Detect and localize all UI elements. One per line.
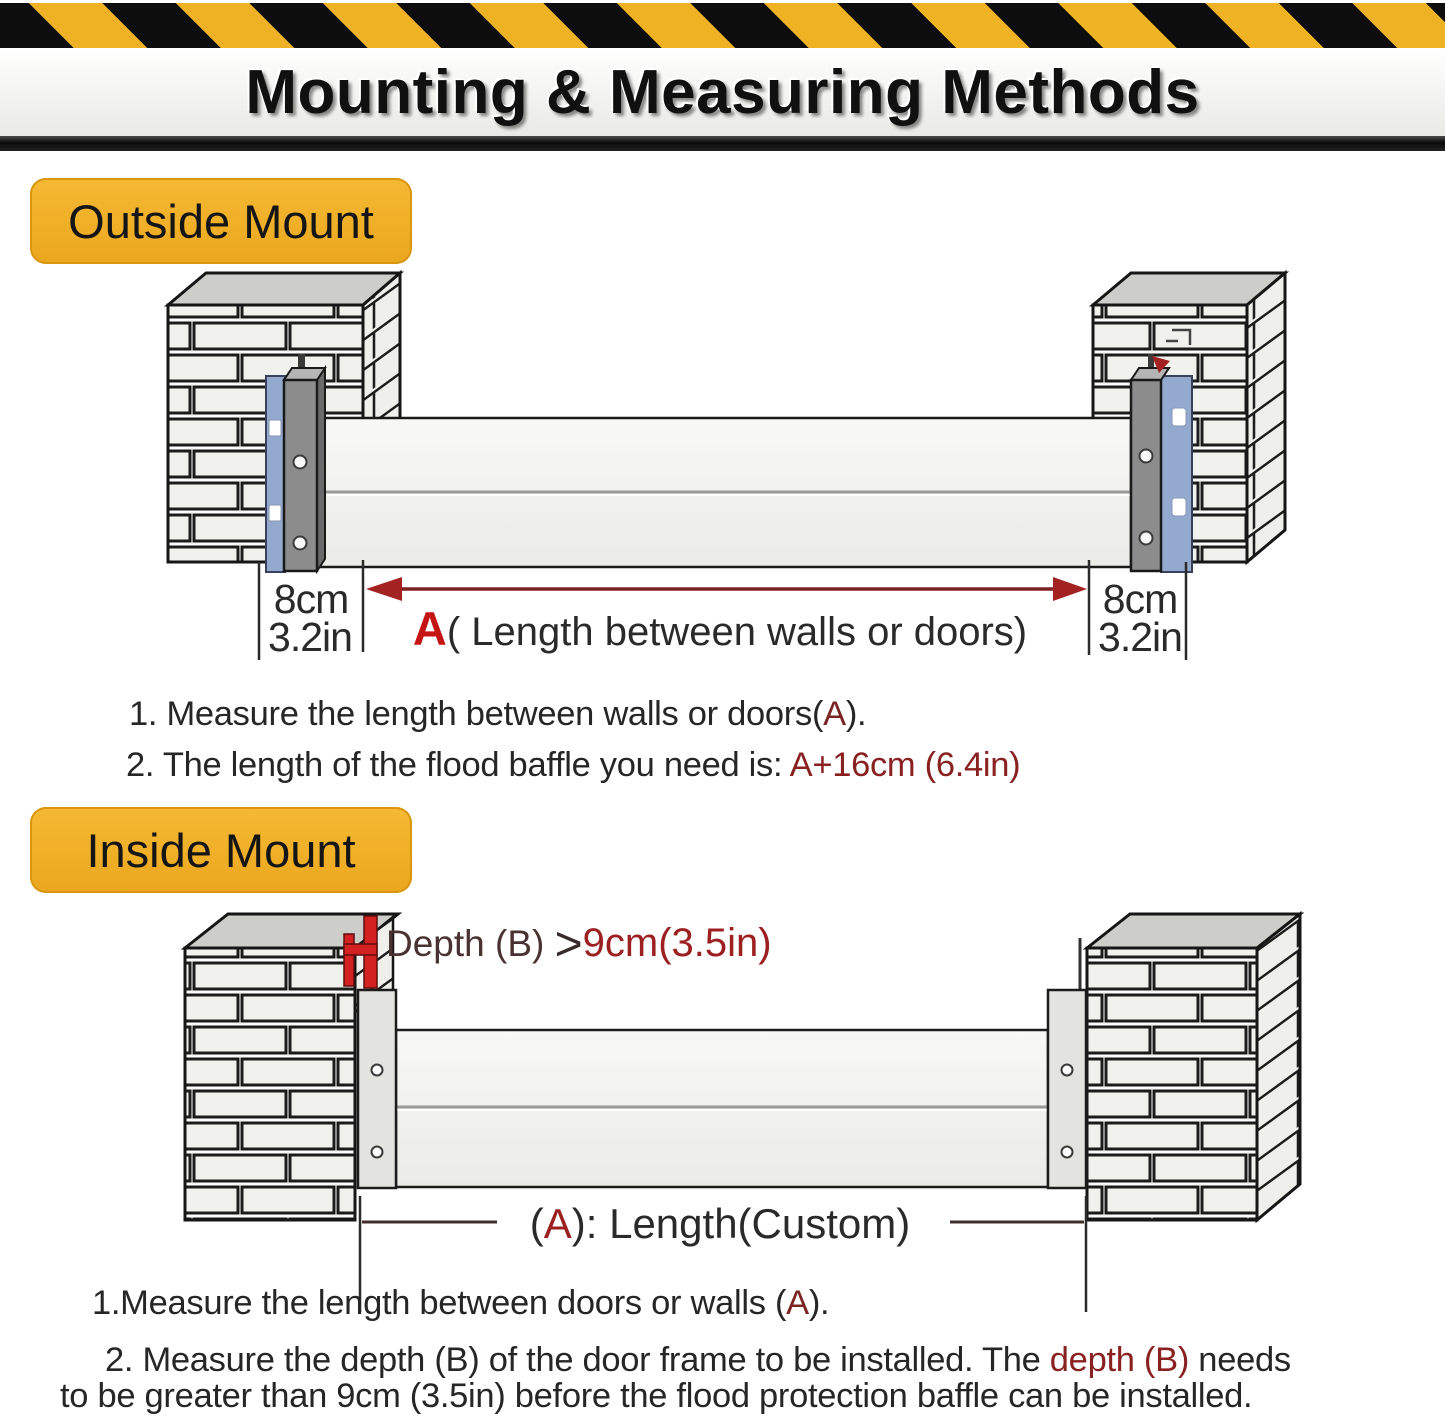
screw-hole xyxy=(1140,532,1153,545)
inside-mount-diagram xyxy=(185,914,1300,1312)
screw-hole xyxy=(372,1065,383,1076)
mounting-channel-left xyxy=(284,368,325,571)
flood-barrier-panels-inside xyxy=(396,1030,1048,1187)
right-brick-pillar-inside xyxy=(1087,914,1300,1220)
span-arrow xyxy=(366,577,1087,601)
inside-mount-badge-label: Inside Mount xyxy=(86,823,356,877)
screw-hole xyxy=(1062,1065,1073,1076)
span-a-letter: A xyxy=(412,602,447,655)
outside-step-1: 1. Measure the length between walls or doors(A). xyxy=(129,695,867,733)
left-offset-cm-label: 8cm xyxy=(273,576,349,622)
screw-hole xyxy=(1140,450,1153,463)
inside-step-2: 2. Measure the depth (B) of the door frame to be installed. The depth (B) needs xyxy=(105,1341,1291,1379)
custom-length-label: (A): Length(Custom) xyxy=(529,1200,911,1247)
screw-hole xyxy=(372,1147,383,1158)
mounting-channel-left-inside xyxy=(358,990,396,1188)
inside-step-2-cont: to be greater than 9cm (3.5in) before the flood protection baffle can be installed. xyxy=(60,1377,1253,1415)
outside-mount-badge-label: Outside Mount xyxy=(68,194,374,248)
page-title: Mounting & Measuring Methods xyxy=(245,57,1200,127)
depth-requirement-label: Depth (B) >9cm(3.5in) xyxy=(386,918,772,971)
left-offset-in-label: 3.2in xyxy=(268,614,352,660)
flood-barrier-panels xyxy=(317,418,1131,567)
outside-step-2: 2. The length of the flood baffle you need is: A+16cm (6.4in) xyxy=(126,746,1021,784)
screw-hole xyxy=(294,537,307,550)
screw-hole xyxy=(1062,1147,1073,1158)
seal-strip-right xyxy=(1161,376,1192,572)
right-offset-in-label: 3.2in xyxy=(1098,614,1182,660)
right-offset-cm-label: 8cm xyxy=(1102,576,1178,622)
seal-strip-left xyxy=(266,376,285,572)
inside-step-1: 1.Measure the length between doors or walls (A). xyxy=(92,1284,830,1322)
mounting-channel-right-inside xyxy=(1048,990,1086,1188)
span-length-label: A( Length between walls or doors) xyxy=(412,602,1028,655)
screw-hole xyxy=(294,456,307,469)
